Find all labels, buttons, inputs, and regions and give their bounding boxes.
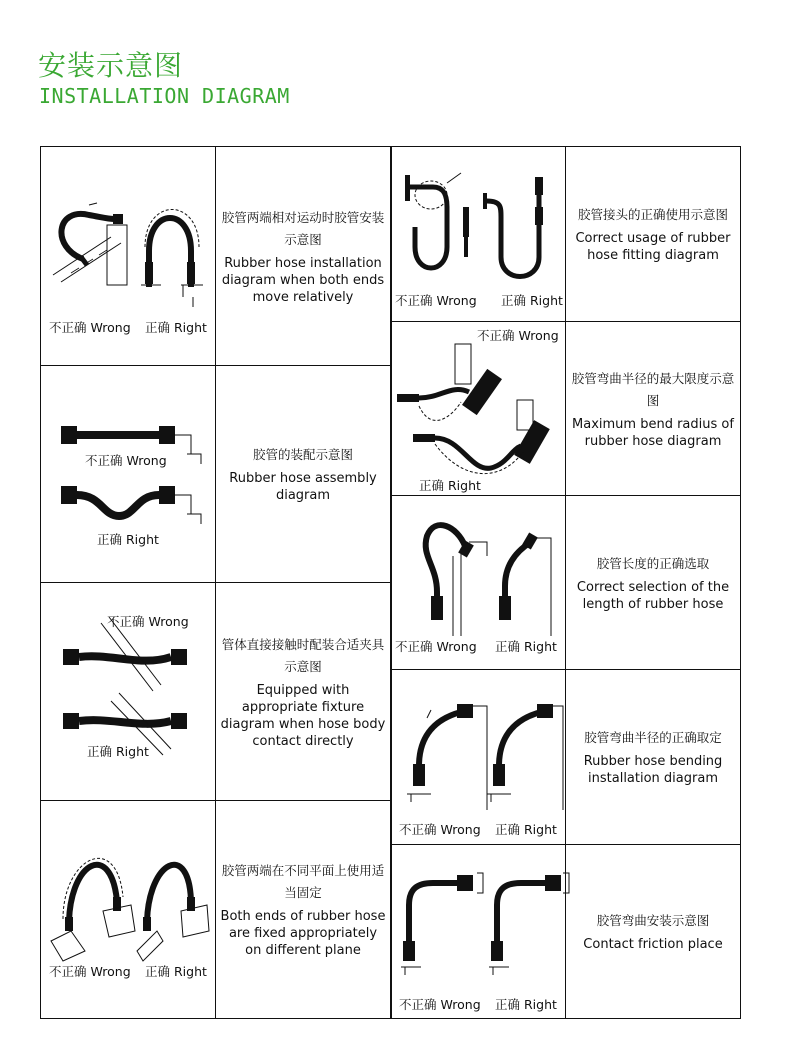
description-max-bend-radius [566,322,740,495]
diagram-hose-length [391,496,565,669]
label-wrong: 不正确 Wrong [399,822,481,837]
label-right: 正确 Right [97,532,159,547]
installation-table [40,146,741,1019]
label-right: 正确 Right [495,822,557,837]
description-en: Rubber hose installation diagram when both ends move relatively [221,255,385,305]
diagram-different-plane [41,801,215,1018]
description-en: Correct selection of the length of rubber hose [576,579,730,612]
diagram-bending-radius [391,670,565,844]
hose-bending-illustration [391,670,565,844]
label-wrong: 不正确 Wrong [49,320,131,335]
hose-different-plane-illustration [41,801,215,1018]
description-en: Correct usage of rubber hose fitting diagram [575,231,731,263]
description-en: Both ends of rubber hose are fixed appropriately on different plane [220,909,386,958]
description-cn: 胶管两端在不同平面上使用适当固定 [221,863,385,900]
page-title-en: INSTALLATION DIAGRAM [39,84,290,108]
description-hose-length [566,496,740,669]
label-right: 正确 Right [501,293,563,308]
label-wrong: 不正确 Wrong [395,639,477,654]
diagram-max-bend-radius [391,322,565,495]
description-en: Contact friction place [583,937,723,952]
description-cn: 胶管弯曲半径的正确取定 [584,730,722,745]
hose-max-bend-illustration [391,322,565,495]
label-wrong: 不正确 Wrong [49,964,131,979]
description-contact-friction [566,845,740,1018]
description-assembly [216,366,390,582]
label-right: 正确 Right [145,964,207,979]
description-relative-motion [216,147,390,365]
description-cn: 胶管接头的正确使用示意图 [577,207,728,222]
label-right: 正确 Right [495,639,557,654]
diagram-relative-motion [41,147,215,365]
label-right: 正确 Right [145,320,207,335]
hose-assembly-illustration [41,366,215,582]
label-right: 正确 Right [495,997,557,1012]
description-cn: 胶管两端相对运动时胶管安装示意图 [221,209,385,247]
label-wrong: 不正确 Wrong [399,997,481,1012]
description-cn: 胶管弯曲安装示意图 [596,913,710,928]
label-wrong: 不正确 Wrong [477,328,559,343]
label-wrong: 不正确 Wrong [85,453,167,468]
description-en: Equipped with appropriate fixture diagram when hose body contact directly [220,682,386,749]
diagram-contact-friction [391,845,565,1018]
label-right: 正确 Right [419,478,481,493]
diagram-assembly [41,366,215,582]
description-en: Rubber hose assembly diagram [229,471,377,503]
diagram-fitting-usage [391,147,565,321]
description-en: Rubber hose bending installation diagram [583,754,723,786]
diagram-fixture [41,583,215,800]
description-cn: 胶管的装配示意图 [252,447,353,462]
description-cn: 胶管弯曲半径的最大限度示意图 [571,370,735,408]
description-bending-radius [566,670,740,844]
description-fitting-usage [566,147,740,321]
description-fixture [216,583,390,800]
description-cn: 管体直接接触时配装合适夹具示意图 [221,636,385,674]
hose-contact-friction-illustration [391,845,565,1018]
label-wrong: 不正确 Wrong [395,293,477,308]
description-cn: 胶管长度的正确选取 [596,555,710,571]
page-title-cn: 安装示意图 [38,49,184,82]
description-en: Maximum bend radius of rubber hose diagram [572,416,734,449]
description-different-plane [216,801,390,1018]
label-right: 正确 Right [87,744,149,759]
label-wrong: 不正确 Wrong [107,614,189,629]
